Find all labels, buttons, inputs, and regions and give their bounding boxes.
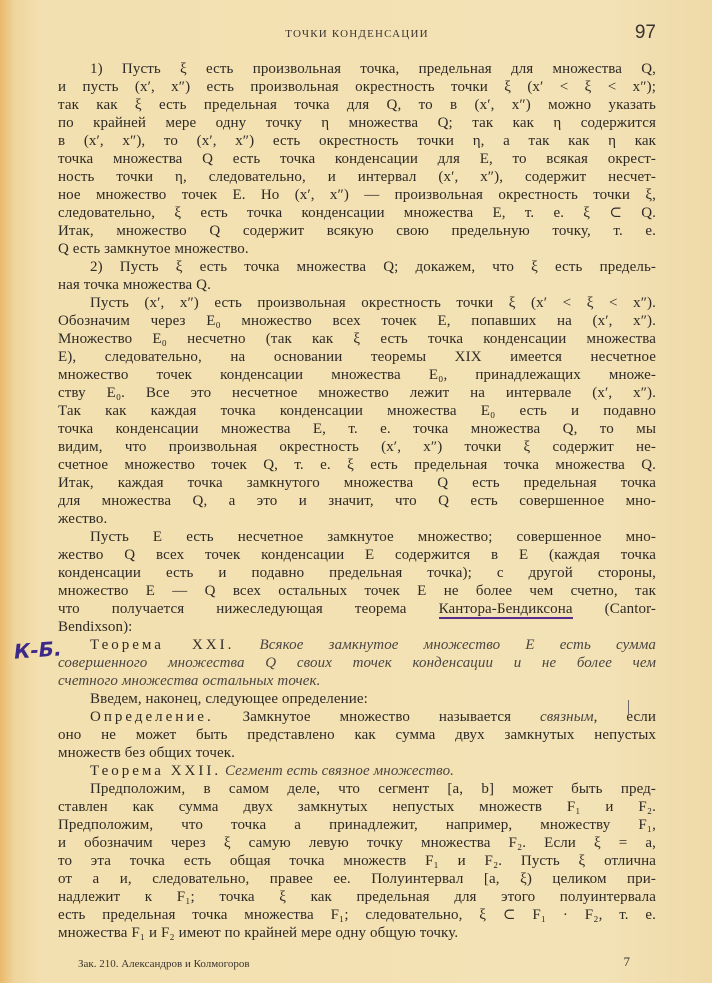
text-line: 1) Пусть ξ есть произвольная точка, предельная для множества Q,: [90, 61, 656, 77]
text: (Cantor-: [572, 601, 656, 617]
italic-statement: совершенного множества Q своих точек конденсации и не более чем: [58, 655, 656, 671]
running-title: ТОЧКИ КОНДЕНСАЦИИ: [285, 28, 429, 40]
text-line: ная точка множества Q.: [58, 277, 211, 293]
text-line: и пусть (x′, x″) есть произвольная окрестность точки ξ (x′ < ξ < x″);: [58, 79, 656, 95]
text-line: для множества Q, а это и значит, что Q есть совершенное мно-: [58, 493, 656, 509]
text-line: надлежит к F₁; точка ξ как предельная для этого полуинтервала: [58, 889, 656, 905]
text-line: 2) Пусть ξ есть точка множества Q; докажем, что ξ есть предель-: [90, 259, 656, 275]
text: что получается нижеследующая теорема: [58, 601, 439, 617]
text-line: видим, что произвольная окрестность (x′, x″) точки ξ содержит не-: [58, 439, 656, 455]
text-line: ству E₀. Все это несчетное множество лежит на интервале (x′, x″).: [58, 385, 656, 401]
text-line: [58, 762, 656, 780]
text-line: конденсации есть и подавно предельная точка); с другой стороны,: [58, 565, 656, 581]
page-header: [58, 22, 656, 46]
text-line: множество точек конденсации множества E₀, принадлежащих множе-: [58, 367, 656, 383]
text-line: счетное множество точек Q, т. е. ξ есть предельная точка множества Q.: [58, 457, 656, 473]
text-line: то эта точка есть общая точка множеств F₁ и F₂. Пусть ξ отлична: [58, 853, 656, 869]
text-line: Q есть замкнутое множество.: [58, 241, 249, 257]
page-body: [58, 60, 656, 942]
text-line: Обозначим через E₀ множество всех точек E, попавших на (x′, x″).: [58, 313, 656, 329]
paragraph: [58, 780, 656, 942]
label: Теорема XXI.: [90, 637, 235, 653]
text-line: ставлен как сумма двух замкнутых непустых множеств F₁ и F₂.: [58, 799, 656, 815]
paragraph: [58, 294, 656, 528]
underlined-name: Кантора-Бендиксона: [438, 601, 573, 617]
paragraph: [58, 690, 656, 708]
text-line: Множество E₀ несчетно (так как ξ есть точка конденсации множества: [58, 331, 656, 347]
text-line: множество E — Q всех остальных точек E не более чем счетно, так: [58, 583, 656, 599]
paragraph: [58, 258, 656, 294]
text-line: жество Q всех точек конденсации E содержится в E (каждая точка: [58, 547, 656, 563]
text-line: ность точки η, следовательно, и интервал (x′, x″), содержит несчет-: [58, 169, 656, 185]
text-line: E), следовательно, на основании теоремы XIX имеется несчетное: [58, 349, 656, 365]
text-line: точка конденсации множества E, т. е. точка множества Q, то мы: [58, 421, 656, 437]
text-line: Пусть E есть несчетное замкнутое множество; совершенное мно-: [90, 529, 656, 545]
text-line: по крайней мере одну точку η множества Q; так как η содержится: [58, 115, 656, 131]
italic-statement: счетного множества остальных точек.: [58, 673, 321, 689]
text-line: [58, 600, 656, 618]
text-line: [58, 672, 656, 690]
text-line: от a и, следовательно, правее ее. Полуинтервал [a, ξ) целиком при-: [58, 871, 656, 887]
theorem: [58, 636, 656, 690]
text-line: [58, 654, 656, 672]
text-line: Bendixson):: [58, 619, 133, 635]
text-line: [58, 636, 656, 654]
label: Определение.: [90, 709, 214, 725]
label: Теорема XXII.: [90, 763, 222, 779]
text-line: Предположим, в самом деле, что сегмент [a, b] может быть пред-: [90, 781, 656, 797]
text-line: множеств без общих точек.: [58, 745, 236, 761]
text-line: [58, 708, 656, 726]
text: Замкнутое множество называется: [242, 709, 540, 725]
text-line: Предположим, что точка a принадлежит, например, множеству F₁,: [58, 817, 656, 833]
italic-term: связным: [539, 709, 594, 725]
italic-statement: Всякое замкнутое множество E есть сумма: [259, 637, 656, 653]
text-line: Так как каждая точка конденсации множества E₀ есть и подавно: [58, 403, 656, 419]
text-line: в (x′, x″), то (x′, x″) есть окрестность точки η, а так как η как: [58, 133, 656, 149]
text-line: Введем, наконец, следующее определение:: [90, 691, 368, 707]
text-line: так как ξ есть предельная точка для Q, то в (x′, x″) можно указать: [58, 97, 656, 113]
theorem: [58, 762, 656, 780]
page-footer: [78, 954, 630, 970]
text-line: жество.: [58, 511, 108, 527]
text-line: Итак, каждая точка замкнутого множества Q есть предельная точка: [58, 475, 656, 491]
text-line: Пусть (x′, x″) есть произвольная окрестность точки ξ (x′ < ξ < x″).: [90, 295, 656, 311]
italic-statement: Сегмент есть связное множество.: [224, 763, 455, 779]
definition: [58, 708, 656, 762]
text-line: оно не может быть представлено как сумма двух замкнутых непустых: [58, 727, 656, 743]
text-line: точка множества Q есть точка конденсации для E, то всякая окрест-: [58, 151, 656, 167]
printer-imprint: Зак. 210. Александров и Колмогоров: [78, 958, 250, 970]
text-line: следовательно, ξ есть точка конденсации множества E, т. е. ξ ⊂ Q.: [58, 205, 656, 221]
text-line: множества F₁ и F₂ имеют по крайней мере одну общую точку.: [58, 925, 459, 941]
signature-mark: 7: [623, 954, 630, 969]
text-line: Итак, множество Q содержит всякую свою предельную точку, т. е.: [58, 223, 656, 239]
text-line: ное множество точек E. Но (x′, x″) — произвольная окрестность точки ξ,: [58, 187, 656, 203]
text-line: есть предельная точка множества F₁; следовательно, ξ ⊂ F₁ · F₂, т. е.: [58, 907, 656, 923]
text: , если: [593, 709, 656, 725]
text-line: и обозначим через ξ самую левую точку множества F₂. Если ξ = a,: [58, 835, 656, 851]
paragraph: [58, 60, 656, 258]
page-number: 97: [634, 22, 656, 43]
handwritten-margin-note: К-Б.: [13, 636, 63, 664]
paragraph: [58, 528, 656, 636]
